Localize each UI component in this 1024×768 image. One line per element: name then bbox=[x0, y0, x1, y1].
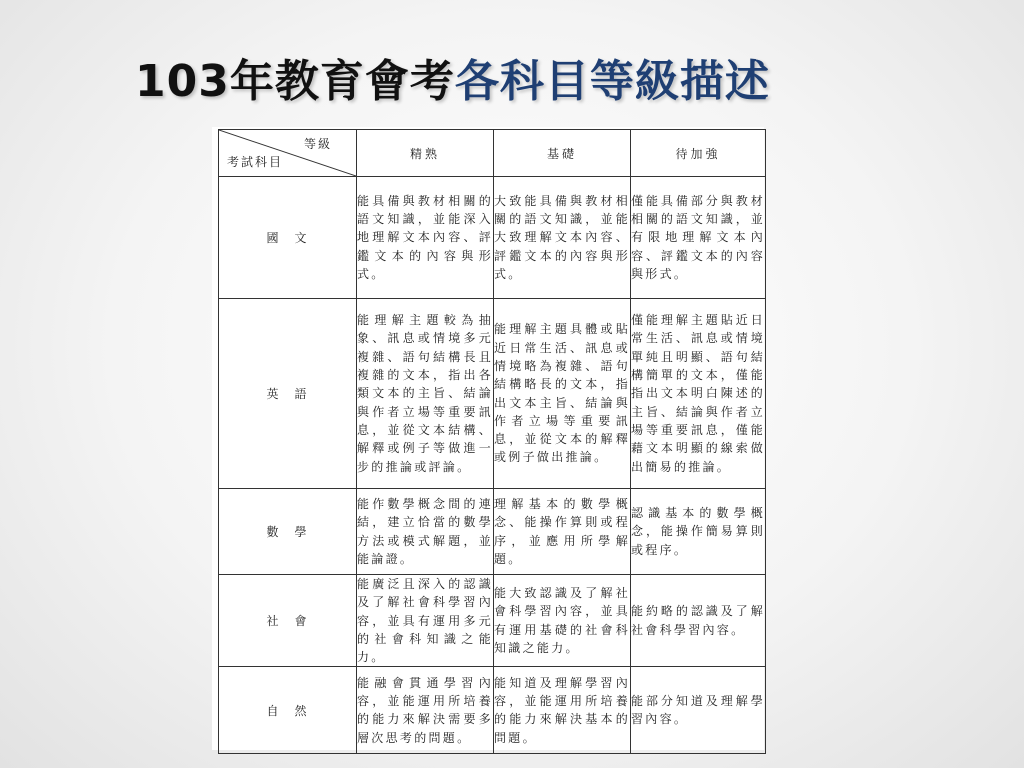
subject-chinese: 國 文 bbox=[219, 177, 357, 299]
table-cell: 理解基本的數學概念、能操作算則或程序，並應用所學解題。 bbox=[494, 489, 631, 575]
table-cell: 能具備與教材相關的語文知識，並能深入地理解文本內容、評鑑文本的內容與形式。 bbox=[357, 177, 494, 299]
title-part-exam: 103年教育會考 bbox=[135, 56, 455, 107]
header-proficient: 精熟 bbox=[357, 130, 494, 177]
header-basic: 基礎 bbox=[494, 130, 631, 177]
header-row bbox=[219, 130, 766, 177]
table-cell: 能理解主題較為抽象、訊息或情境多元複雜、語句結構長且複雜的文本，指出各類文本的主旨、結論與作者立場等重要訊息，並從文本結構、解釋或例子等做進一步的推論或評論。 bbox=[357, 299, 494, 489]
table-cell: 能知道及理解學習內容，並能運用所培養的能力來解決基本的問題。 bbox=[494, 667, 631, 754]
subject-social: 社 會 bbox=[219, 575, 357, 667]
corner-subject-label: 考試科目 bbox=[227, 155, 284, 169]
table-cell: 能廣泛且深入的認識及了解社會科學習內容，並具有運用多元的社會科知識之能力。 bbox=[357, 575, 494, 667]
table-cell: 能大致認識及了解社會科學習內容，並具有運用基礎的社會科知識之能力。 bbox=[494, 575, 631, 667]
table-cell: 能作數學概念間的連結，建立恰當的數學方法或模式解題，並能論證。 bbox=[357, 489, 494, 575]
table-row bbox=[219, 299, 766, 489]
corner-level-label: 等級 bbox=[303, 137, 332, 151]
table-cell: 認識基本的數學概念，能操作簡易算則或程序。 bbox=[631, 489, 766, 575]
table-row bbox=[219, 575, 766, 667]
table-cell: 能融會貫通學習內容，並能運用所培養的能力來解決需要多層次思考的問題。 bbox=[357, 667, 494, 754]
subject-math: 數 學 bbox=[219, 489, 357, 575]
title-part-description: 各科目等級描述 bbox=[454, 56, 770, 107]
subject-science: 自 然 bbox=[219, 667, 357, 754]
table-cell: 能理解主題具體或貼近日常生活、訊息或情境略為複雜、語句結構略長的文本，指出文本主旨、結論與作者立場等重要訊息，並從文本的解釋或例子做出推論。 bbox=[494, 299, 631, 489]
subject-english: 英 語 bbox=[219, 299, 357, 489]
corner-header-cell bbox=[219, 130, 357, 177]
table-row bbox=[219, 177, 766, 299]
table-cell: 能部分知道及理解學習內容。 bbox=[631, 667, 766, 754]
header-needs-improvement: 待加強 bbox=[631, 130, 766, 177]
grade-description-table bbox=[218, 129, 766, 754]
table-cell: 能約略的認識及了解社會科學習內容。 bbox=[631, 575, 766, 667]
table-row bbox=[219, 667, 766, 754]
scanned-table-image bbox=[212, 127, 764, 750]
table-row bbox=[219, 489, 766, 575]
table-cell: 大致能具備與教材相關的語文知識，並能大致理解文本內容、評鑑文本的內容與形式。 bbox=[494, 177, 631, 299]
table-cell: 僅能理解主題貼近日常生活、訊息或情境單純且明顯、語句結構簡單的文本，僅能指出文本明白陳述的主旨、結論與作者立場等重要訊息，僅能藉文本明顯的線索做出簡易的推論。 bbox=[631, 299, 766, 489]
slide-title bbox=[135, 52, 770, 112]
table-cell: 僅能具備部分與教材相關的語文知識，並有限地理解文本內容、評鑑文本的內容與形式。 bbox=[631, 177, 766, 299]
